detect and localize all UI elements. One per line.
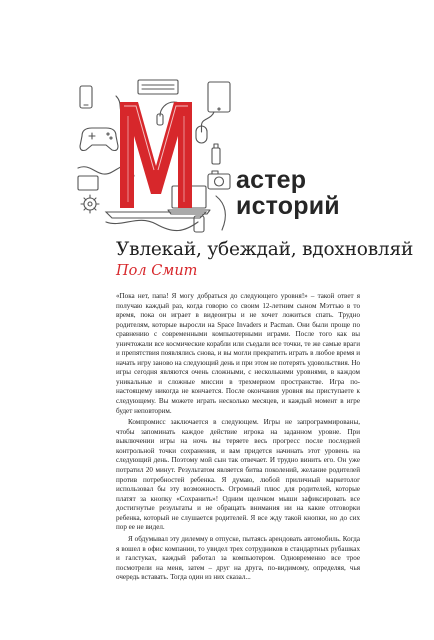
tablet-icon [78,176,98,190]
body-text [116,292,360,585]
game-controller-icon [80,128,118,151]
smartphone-icon [80,86,92,108]
book-subtitle: Увлекай, убеждай, вдохновляй [116,239,414,260]
camera-icon [208,171,230,189]
cover-illustration [76,76,236,234]
paragraph: «Пока нет, папа! Я могу добраться до следующего уровня!» – такой ответ я получаю каждый раз, когда говорю со своим 12-летним сыном Мэттью в то время, пока он играет в видеоигры и не хочет ложиться спать. Трудно родителям, которые выросли на Space Invaders и Pacman. Они были проще по сравнению с современными компьютерными играми. После того как вы уничтожали все космические корабли или съедали все точки, те же самые враги и препятствия появлялись снова, и вы могли прекратить играть в любое время и начать игру заново на следующий день и при этом не потерять удовольствия. Но игры сегодня являются очень сложными, с несколькими уровнями, в каждом уникальные и сложные миссии в трехмерном пространстве. Игра по-настоящему никогда не кончается. После окончания уровня вы приступаете к следующему. Вы можете играть несколько месяцев, и каждый момент в игре будет неповторим. [116,292,361,415]
title-word-stories: историй [236,192,340,220]
keyboard-icon [138,80,178,94]
paragraph: Я обдумывал эту дилемму в отпуске, пытаясь арендовать автомобиль. Когда я вошел в офис компании, то увидел трех сотрудников в стандартных рубашках и галстуках, каждый работал за компьютером. Одновременно все трое посмотрели на меня, затем – друг на друга, по-видимому, определяя, чья очередь вставать. Тогда один из них сказал... [116,535,360,582]
paragraph: Компромисс заключается в следующем. Игры не запрограммированы, чтобы запоминать каждое действие игрока на заданном уровне. При выключении игры на ночь вы теряете весь прогресс после последней контрольной точки сохранения, и вам придется начинать этот уровень на следующий день. Поэтому мой сын так отвечает. И трудно винить его. Он уже потратил 20 минут. Результатом является битва поколений, желание родителей против потребностей ребенка. Я думаю, любой приличный маркетолог использовал бы эту возможность. Огромный плюс для родителей, которые платят за кнопку «Сохранить»! Одним щелчком мыши зафиксировать все достигнутые результаты и не обращать внимания ни на какие отговорки ребенка, который не слушается родителей. Я все жду такой кнопки, но до сих пор ее не видел. [116,418,360,532]
tablet-icon [208,82,230,112]
usb-stick-icon [212,144,220,164]
book-author: Пол Смит [116,263,198,279]
mouse-icon [196,112,214,143]
gear-icon [81,195,99,213]
red-letter-m [120,102,192,208]
title-word-master: астер [236,166,307,194]
